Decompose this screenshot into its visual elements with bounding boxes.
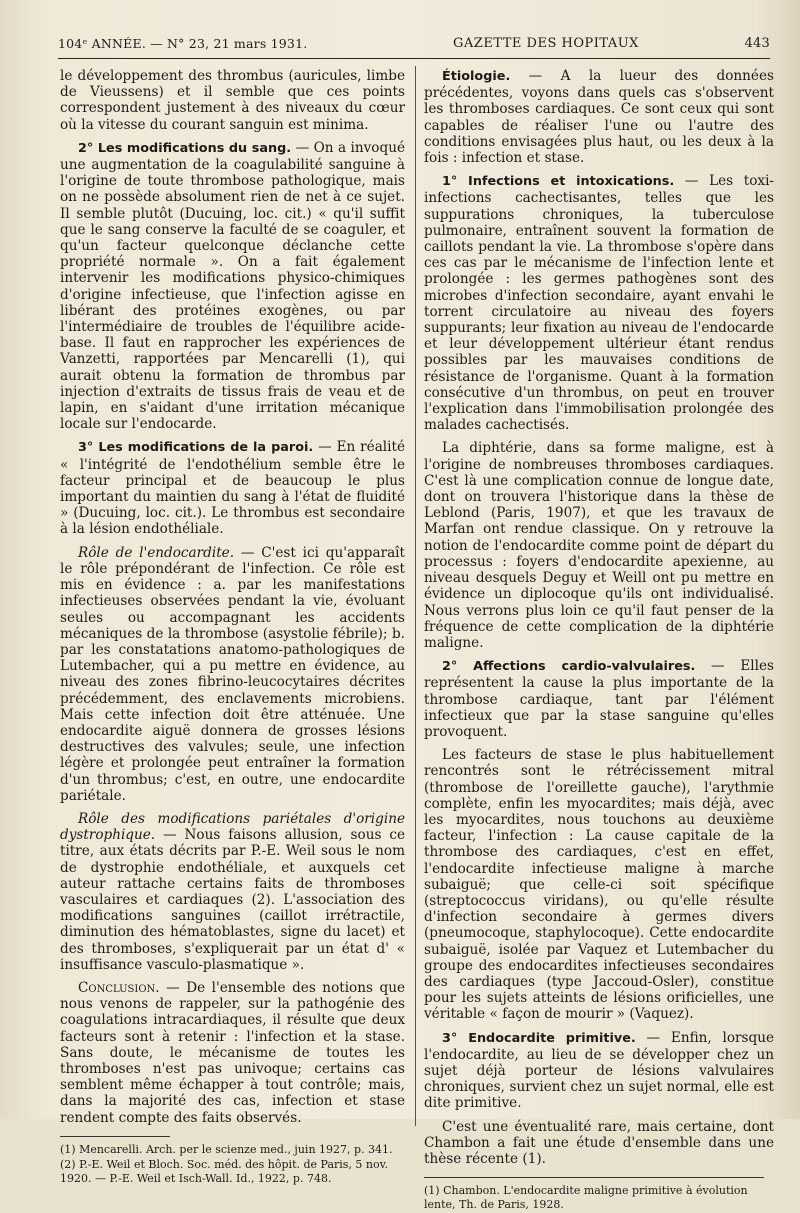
paragraph-text: Les facteurs de stase le plus habituellement rencontrés sont le rétrécissement mitral (thrombose de l'oreillette gauche), l'arythmie complète, enfin les myocardites; mais déjà, avec les myocardites, nous touchons au deuxième facteur, l'infection : La cause capitale de la thrombose des cardiaques, c'est en effet, l'endocardite infectieuse maligne à marche subaiguë; que celle-ci soit spécifique (streptococcus viridans), ou qu'elle résulte d'infection secondaire à germes divers (pneumocoque, staphylocoque). Cette endocardite subaiguë, isolée par Vaquez et Lutembacher du groupe des endocardites infectieuses secondaires des cardiaques (type Jaccoud-Osler), constitue pour les sujets atteints de lésions orificielles, une véritable « façon de mourir » (Vaquez). — [424, 747, 774, 1023]
paragraph-text: — Les toxi-infections cachectisantes, telles que les suppurations chroniques, la tuberculose pulmonaire, entraînent souvent la formation de caillots pendant la vie. La thrombose s'opère dans ces cas par le mécanisme de l'infection lente et prolongée : les germes pathogènes sont des microbes d'infection secondaire, ayant envahi le torrent circulatoire au niveau des foyers suppurants; leur fixation au niveau de l'endocarde et leur développement ultérieur étant rendus possibles par les mauvaises conditions de résistance de l'organisme. Quant à la formation consécutive d'un thrombus, on peut en trouver l'explication dans l'immobilisation prolongée des malades cachectisés. — [424, 173, 775, 434]
column-divider — [415, 66, 416, 1126]
paragraph-text: le développement des thrombus (auricules, limbe de Vieussens) et il semble que ces points correspondent justement à des niveaux du cœur où la vitesse du courant sanguin est minima. — [60, 68, 405, 133]
section-heading: Conclusion. — [78, 979, 160, 996]
paragraph-text: — Nous faisons allusion, sous ce titre, aux états décrits par P.-E. Weil sous le nom de dystrophie endothéliale, et auxquels cet auteur rattache certains faits de thromboses vasculaires et cardiaques (2). L'association des modifications sanguines (caillot irrétractile, diminution des hématoblastes, signe du lacet) et des thromboses, s'expliquerait par un état d' « insuffisance vasculo-plasmatique ». — [60, 827, 405, 973]
paragraph — [60, 439, 405, 537]
section-heading: 2° Affections cardio-valvulaires. — [442, 659, 696, 675]
paragraph — [60, 545, 405, 804]
issue-info: 104ᵉ ANNÉE. — N° 23, 21 mars 1931. — [58, 35, 308, 51]
section-heading: 2° Les modifications du sang. — [78, 140, 292, 156]
paragraph-text: — Enfin, lorsque l'endocardite, au lieu de se développer chez un sujet déjà porteur de lésions valvulaires chroniques, survient chez un sujet normal, elle est dite primitive. — [424, 1029, 775, 1112]
footnote-rule — [60, 1136, 170, 1137]
footnote-rule — [424, 1177, 764, 1178]
section-heading: Rôle des modifications pariétales d'origine dystrophique. — [60, 810, 405, 844]
paragraph-text: — On a invoqué une augmentation de la coagulabilité sanguine à l'origine de toute thrombose pathologique, mais on ne possède absolument rien de net à ce sujet. Il semble plutôt (Ducuing, loc. cit.) « qu'il suffit que le sang conserve la faculté de se coaguler, et qu'un facteur quelconque déclanche cette propriété normale ». On a fait également intervenir les modifications physico-chimiques d'origine infectieuse, que l'infection agisse en libérant des protéines exogènes, ou par l'intermédiaire de troubles de l'équilibre acide-base. Il faut en rapprocher les expériences de Vanzetti, rapportées par Mencarelli (1), qui aurait obtenu la formation de thrombus par injection d'extraits de tissus frais de veau et de lapin, en s'aidant d'une irritation mécanique locale sur l'endocarde. — [60, 139, 405, 433]
paragraph — [60, 140, 405, 433]
section-heading: Rôle de l'endocardite. — [78, 544, 235, 561]
footnote: (1) Mencarelli. Arch. per le scienze med., juin 1927, p. 341. — [60, 1142, 393, 1156]
page-number: 443 — [744, 35, 770, 51]
paragraph — [60, 68, 405, 133]
section-heading: 3° Les modifications de la paroi. — [78, 440, 314, 456]
paragraph-text: — C'est ici qu'apparaît le rôle prépondérant de l'infection. Ce rôle est mis en évidence : a. par les manifestations infectieuses observées pendant la vie, évoluant seules ou accompagnant les accidents mécaniques de la thrombose (asystolie fébrile); b. par les constatations anatomo-pathologiques de Lutembacher, qui a pu mettre en évidence, au niveau des zones fibrino-leucocytaires décrites précédemment, des enclavements microbiens. Mais cette infection doit être atténuée. Une endocardite aiguë donnera de grosses lésions destructives des valvules; seule, une infection légère et prolongée peut entraîner la formation d'un thrombus; c'est, en outre, une endocardite pariétale. — [60, 544, 405, 804]
left-column — [60, 68, 405, 1187]
paragraph-text: — Elles représentent la cause la plus importante de la thrombose cardiaque, tant par l'élément infectieux que par la stase sanguine qu'elles provoquent. — [424, 658, 774, 740]
paragraph — [424, 747, 774, 1022]
journal-title: GAZETTE DES HOPITAUX — [453, 35, 639, 51]
paragraph — [424, 658, 774, 740]
paragraph-text: — En réalité « l'intégrité de l'endothélium semble être le facteur principal et de beaucoup le plus important du maintien du sang à l'état de fluidité » (Ducuing, loc. cit.). Le thrombus est secondaire à la lésion endothéliale. — [60, 439, 405, 538]
paragraph-text: — A la lueur des données précédentes, voyons dans quels cas s'observent les thromboses cardiaques. Ce sont ceux qui sont capables de réaliser l'une ou l'autre des conditions envisagées plus haut, ou les deux à la fois : infection et stase. — [424, 68, 774, 167]
footnote: (2) P.-E. Weil et Bloch. Soc. méd. des hôpit. de Paris, 5 nov. 1920. — P.-E. Weil et Isch-Wall. Id., 1922, p. 748. — [60, 1158, 389, 1185]
paragraph-text: — De l'ensemble des notions que nous venons de rappeler, sur la pathogénie des coagulations intracardiaques, il résulte que deux facteurs sont à retenir : l'infection et la stase. Sans doute, le mécanisme de toutes les thromboses n'est pas univoque; certains cas semblent même échapper à tout contrôle; mais, dans la majorité des cas, infection et stase rendent compte des faits observés. — [60, 979, 405, 1126]
paragraph — [60, 811, 405, 973]
paragraph — [424, 440, 774, 651]
paragraph — [424, 173, 774, 433]
paragraph-text: La diphtérie, dans sa forme maligne, est à l'origine de nombreuses thromboses cardiaques. C'est là une complication connue de longue date, dont on trouvera l'historique dans la thèse de Leblond (Paris, 1907), et que les travaux de Marfan ont rendue classique. On y retrouve la notion de l'endocardite comme point de départ du processus : foyers d'endocardite apexienne, au niveau desquels Deguy et Weill ont pu mettre en évidence un diplocoque qu'ils ont individualisé. Nous verrons plus loin ce qu'il faut penser de la fréquence de cette complication de la diphtérie maligne. — [424, 440, 774, 651]
paragraph — [424, 1119, 774, 1168]
paragraph — [424, 1030, 774, 1112]
section-heading: 1° Infections et intoxications. — [442, 174, 675, 190]
running-header — [58, 30, 770, 56]
header-rule — [58, 58, 770, 59]
paragraph-text: C'est une éventualité rare, mais certaine, dont Chambon a fait une étude d'ensemble dans une thèse récente (1). — [424, 1118, 774, 1167]
paragraph — [424, 68, 774, 166]
right-column — [424, 68, 774, 1213]
paragraph — [60, 980, 405, 1126]
footnote: (1) Chambon. L'endocardite maligne primitive à évolution lente, Th. de Paris, 1928. — [424, 1184, 748, 1211]
section-heading: Étiologie. — [442, 69, 511, 84]
section-heading: 3° Endocardite primitive. — [442, 1030, 636, 1046]
